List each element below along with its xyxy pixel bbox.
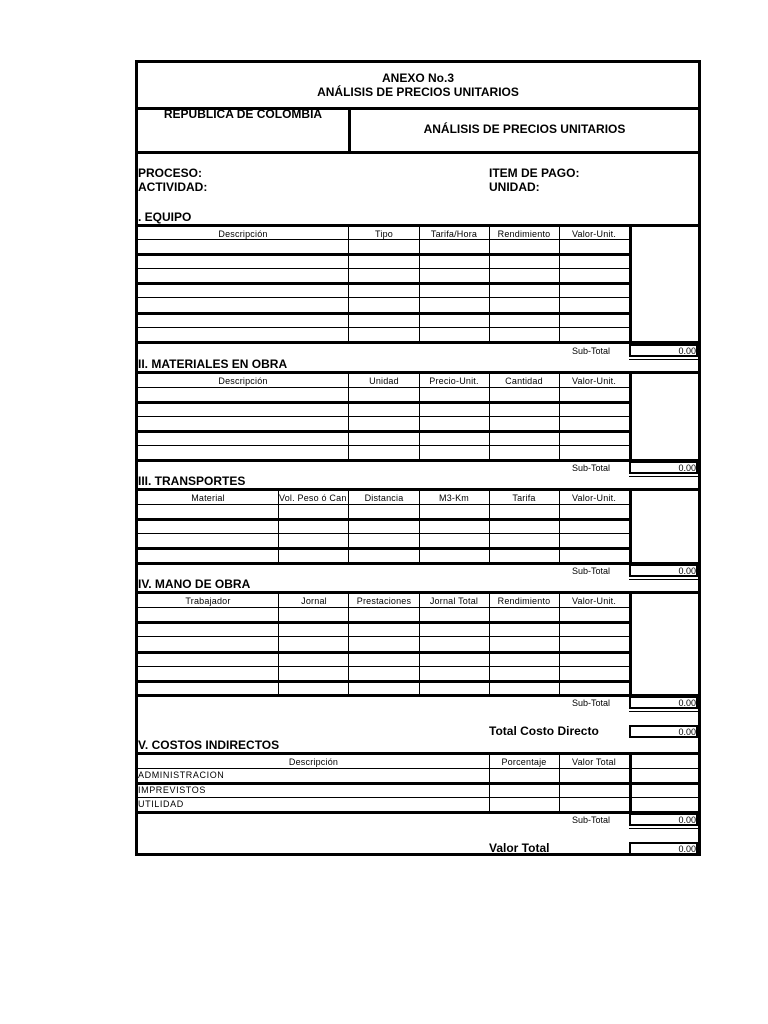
col-tarifa-hora: Tarifa/Hora: [430, 229, 478, 239]
row-line: [138, 768, 698, 769]
col-valor-unit: Valor-Unit.: [571, 229, 617, 239]
col-line: [629, 592, 632, 695]
col-line: [419, 372, 420, 460]
row-line: [138, 636, 629, 637]
row-line: [138, 416, 629, 417]
col-line: [559, 753, 560, 812]
col-descripcion: Descripción: [288, 757, 339, 767]
col-cantidad: Cantidad: [505, 376, 543, 386]
section-materiales-title: II. MATERIALES EN OBRA: [138, 357, 288, 371]
col-line: [278, 489, 279, 563]
col-vol-peso: Vol. Peso ó Can: [279, 493, 347, 503]
anexo-label: ANEXO No.3: [381, 71, 454, 85]
col-line: [629, 372, 632, 460]
apu-form-sheet: [135, 60, 701, 856]
row-administracion: ADMINISTRACION: [138, 770, 225, 780]
total-costo-directo-label: Total Costo Directo: [489, 724, 599, 738]
col-precio-unit: Precio-Unit.: [429, 376, 479, 386]
col-line: [489, 592, 490, 695]
section-transportes-title: III. TRANSPORTES: [138, 474, 246, 488]
row-line: [138, 562, 698, 565]
col-line: [489, 225, 490, 342]
col-tipo: Tipo: [375, 229, 393, 239]
col-m3-km: M3-Km: [439, 493, 469, 503]
col-line: [348, 225, 349, 342]
col-line: [629, 489, 632, 563]
total-costo-directo-value: 0.00: [629, 725, 698, 738]
row-line: [138, 621, 629, 624]
col-trabajador: Trabajador: [185, 596, 231, 606]
col-line: [559, 372, 560, 460]
col-line: [489, 372, 490, 460]
col-line: [489, 489, 490, 563]
row-line: [138, 533, 629, 534]
row-line: [629, 359, 698, 360]
row-line: [138, 694, 698, 697]
unidad-label: UNIDAD:: [489, 180, 540, 194]
row-line: [138, 459, 698, 462]
divider: [138, 752, 698, 755]
form-subtitle: ANÁLISIS DE PRECIOS UNITARIOS: [423, 122, 626, 136]
col-tarifa: Tarifa: [512, 493, 536, 503]
row-utilidad: UTILIDAD: [138, 799, 184, 809]
row-line: [138, 312, 629, 315]
subtotal-label: Sub-Total: [572, 463, 611, 473]
col-material: Material: [191, 493, 225, 503]
row-line: [138, 268, 629, 269]
row-line: [138, 341, 698, 344]
row-line: [138, 547, 629, 550]
proceso-label: PROCESO:: [138, 166, 203, 180]
col-line: [419, 489, 420, 563]
col-valor-unit: Valor-Unit.: [571, 376, 617, 386]
divider: [138, 151, 698, 154]
subtotal-label: Sub-Total: [572, 815, 611, 825]
valor-total-label: Valor Total: [489, 841, 550, 855]
col-line: [419, 225, 420, 342]
col-line: [629, 753, 632, 812]
row-line: [138, 445, 629, 446]
col-line: [559, 592, 560, 695]
col-line: [348, 372, 349, 460]
row-line: [138, 327, 629, 328]
section-indirectos-title: V. COSTOS INDIRECTOS: [138, 738, 280, 752]
divider: [138, 591, 698, 594]
col-line: [348, 592, 349, 695]
col-valor-unit: Valor-Unit.: [571, 596, 617, 606]
subtotal-value: 0.00: [629, 461, 698, 474]
row-line: [138, 651, 629, 654]
col-porcentaje: Porcentaje: [501, 757, 547, 767]
row-line: [629, 579, 698, 580]
row-line: [138, 504, 629, 505]
divider: [138, 224, 698, 227]
row-line: [138, 666, 629, 667]
subtotal-value: 0.00: [629, 813, 698, 826]
col-unidad: Unidad: [369, 376, 399, 386]
subtotal-label: Sub-Total: [572, 698, 611, 708]
divider: [138, 371, 698, 374]
col-line: [419, 592, 420, 695]
row-line: [138, 239, 629, 240]
row-line: [138, 811, 698, 814]
col-valor-unit: Valor-Unit.: [571, 493, 617, 503]
col-jornal-total: Jornal Total: [429, 596, 479, 606]
subtotal-value: 0.00: [629, 344, 698, 357]
row-line: [138, 297, 629, 298]
row-line: [138, 253, 629, 256]
col-line: [489, 753, 490, 812]
col-valor-total: Valor Total: [572, 757, 616, 767]
subtotal-label: Sub-Total: [572, 566, 611, 576]
col-jornal: Jornal: [301, 596, 327, 606]
col-line: [278, 592, 279, 695]
subtotal-label: Sub-Total: [572, 346, 611, 356]
row-line: [629, 711, 698, 712]
col-descripcion: Descripción: [218, 376, 268, 386]
row-line: [138, 680, 629, 683]
row-imprevistos: IMPREVISTOS: [138, 785, 206, 795]
form-title: ANÁLISIS DE PRECIOS UNITARIOS: [317, 85, 519, 99]
row-line: [629, 476, 698, 477]
row-line: [138, 401, 629, 404]
col-prestaciones: Prestaciones: [356, 596, 412, 606]
col-rendimiento: Rendimiento: [497, 596, 551, 606]
section-equipo-title: . EQUIPO: [138, 210, 192, 224]
subtotal-value: 0.00: [629, 696, 698, 709]
col-line: [559, 489, 560, 563]
item-pago-label: ITEM DE PAGO:: [489, 166, 580, 180]
col-descripcion: Descripción: [218, 229, 268, 239]
row-line: [138, 607, 629, 608]
row-line: [138, 430, 629, 433]
row-line: [138, 797, 698, 798]
row-line: [138, 782, 698, 785]
col-rendimiento: Rendimiento: [497, 229, 551, 239]
valor-total-value: 0.00: [629, 842, 698, 855]
row-line: [629, 828, 698, 829]
row-line: [138, 387, 629, 388]
col-line: [559, 225, 560, 342]
actividad-label: ACTIVIDAD:: [138, 180, 208, 194]
col-line: [348, 489, 349, 563]
republica-label: REPUBLICA DE COLOMBIA: [163, 107, 323, 121]
row-line: [138, 282, 629, 285]
subtotal-value: 0.00: [629, 564, 698, 577]
col-distancia: Distancia: [364, 493, 404, 503]
section-mano-obra-title: IV. MANO DE OBRA: [138, 577, 251, 591]
divider: [138, 488, 698, 491]
col-line: [629, 225, 632, 342]
row-line: [138, 518, 629, 521]
